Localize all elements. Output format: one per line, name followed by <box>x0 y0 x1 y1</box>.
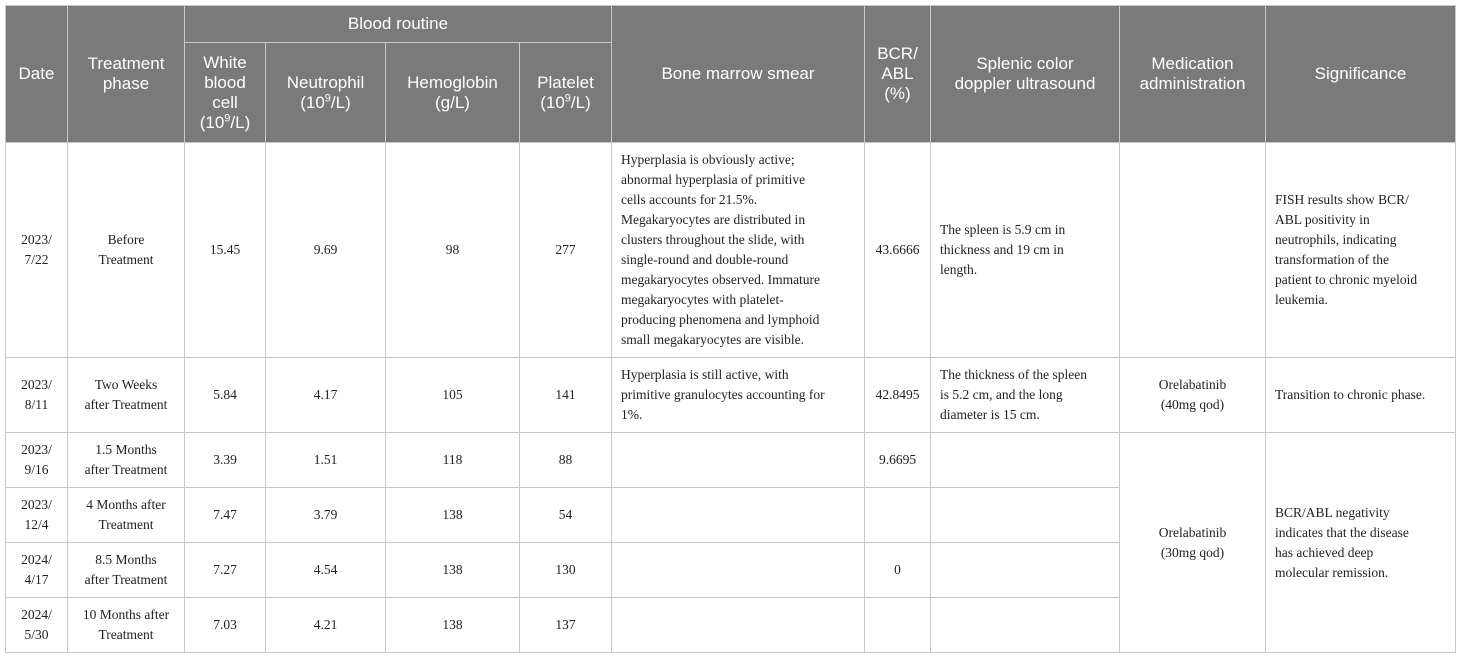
cell-phase: 10 Months after Treatment <box>68 598 185 653</box>
cell-bone-marrow <box>612 598 865 653</box>
cell-spleen: The spleen is 5.9 cm in thickness and 19 cm in length. <box>931 143 1120 358</box>
header-treatment-phase: Treatment phase <box>68 6 185 143</box>
cell-spleen <box>931 433 1120 488</box>
cell-wbc: 15.45 <box>185 143 266 358</box>
table-row <box>6 143 1456 358</box>
cell-spleen <box>931 488 1120 543</box>
cell-hemoglobin: 138 <box>386 488 520 543</box>
header-bone-marrow-smear: Bone marrow smear <box>612 6 865 143</box>
header-platelet: Platelet $(10^9/L)$ <box>520 43 612 143</box>
cell-platelet: 88 <box>520 433 612 488</box>
cell-bone-marrow <box>612 433 865 488</box>
cell-date: 2023/ 9/16 <box>6 433 68 488</box>
cell-neutrophil: 4.17 <box>266 358 386 433</box>
cell-significance-merged: BCR/ABL negativity indicates that the disease has achieved deep molecular remission. <box>1266 433 1456 653</box>
cell-bcr-abl: 0 <box>865 543 931 598</box>
cell-hemoglobin: 98 <box>386 143 520 358</box>
cell-phase: 4 Months after Treatment <box>68 488 185 543</box>
header-hemoglobin: Hemoglobin (g/L) <box>386 43 520 143</box>
cell-phase: 1.5 Months after Treatment <box>68 433 185 488</box>
cell-date: 2024/ 4/17 <box>6 543 68 598</box>
header-splenic-ultrasound: Splenic color doppler ultrasound <box>931 6 1120 143</box>
cell-platelet: 137 <box>520 598 612 653</box>
header-date: Date <box>6 6 68 143</box>
cell-spleen <box>931 543 1120 598</box>
cell-wbc: 3.39 <box>185 433 266 488</box>
cell-phase: Two Weeks after Treatment <box>68 358 185 433</box>
cell-platelet: 277 <box>520 143 612 358</box>
cell-wbc: 7.47 <box>185 488 266 543</box>
cell-wbc: 7.27 <box>185 543 266 598</box>
cell-date: 2023/ 12/4 <box>6 488 68 543</box>
cell-phase: 8.5 Months after Treatment <box>68 543 185 598</box>
cell-platelet: 141 <box>520 358 612 433</box>
cell-bone-marrow: Hyperplasia is obviously active; abnormal hyperplasia of primitive cells accounts for 21.5%. Megakaryocytes are distributed in clusters throughout the slide, with single-round and double-round megakaryocytes observed. Immature megakaryocytes with platelet- producing phenomena and lymphoid small megakaryocytes are visible. <box>612 143 865 358</box>
header-medication: Medication administration <box>1120 6 1266 143</box>
cell-spleen: The thickness of the spleen is 5.2 cm, and the long diameter is 15 cm. <box>931 358 1120 433</box>
cell-hemoglobin: 138 <box>386 598 520 653</box>
header-bcr-abl: BCR/ ABL (%) <box>865 6 931 143</box>
cell-bcr-abl: 43.6666 <box>865 143 931 358</box>
table-row <box>6 358 1456 433</box>
header-significance: Significance <box>1266 6 1456 143</box>
cell-neutrophil: 4.21 <box>266 598 386 653</box>
cell-bcr-abl <box>865 488 931 543</box>
cell-wbc: 7.03 <box>185 598 266 653</box>
cell-bcr-abl: 9.6695 <box>865 433 931 488</box>
cell-neutrophil: 4.54 <box>266 543 386 598</box>
table-row <box>6 433 1456 488</box>
cell-spleen <box>931 598 1120 653</box>
cell-neutrophil: 3.79 <box>266 488 386 543</box>
header-blood-routine: Blood routine <box>185 6 612 43</box>
cell-medication-merged: Orelabatinib (30mg qod) <box>1120 433 1266 653</box>
cell-bcr-abl: 42.8495 <box>865 358 931 433</box>
cell-neutrophil: 9.69 <box>266 143 386 358</box>
cell-medication: Orelabatinib (40mg qod) <box>1120 358 1266 433</box>
cell-bone-marrow <box>612 488 865 543</box>
cell-bone-marrow: Hyperplasia is still active, with primitive granulocytes accounting for 1%. <box>612 358 865 433</box>
header-white-blood-cell: White blood cell $(10^9/L)$ <box>185 43 266 143</box>
cell-significance: FISH results show BCR/ ABL positivity in neutrophils, indicating transformation of the patient to chronic myeloid leukemia. <box>1266 143 1456 358</box>
cell-neutrophil: 1.51 <box>266 433 386 488</box>
cell-date: 2023/ 7/22 <box>6 143 68 358</box>
cell-date: 2023/ 8/11 <box>6 358 68 433</box>
cell-wbc: 5.84 <box>185 358 266 433</box>
header-neutrophil: Neutrophil $(10^9/L)$ <box>266 43 386 143</box>
cell-bcr-abl <box>865 598 931 653</box>
clinical-course-table <box>5 5 1456 653</box>
cell-platelet: 130 <box>520 543 612 598</box>
cell-hemoglobin: 118 <box>386 433 520 488</box>
cell-medication <box>1120 143 1266 358</box>
cell-platelet: 54 <box>520 488 612 543</box>
cell-phase: Before Treatment <box>68 143 185 358</box>
cell-hemoglobin: 105 <box>386 358 520 433</box>
cell-hemoglobin: 138 <box>386 543 520 598</box>
cell-significance: Transition to chronic phase. <box>1266 358 1456 433</box>
cell-date: 2024/ 5/30 <box>6 598 68 653</box>
cell-bone-marrow <box>612 543 865 598</box>
